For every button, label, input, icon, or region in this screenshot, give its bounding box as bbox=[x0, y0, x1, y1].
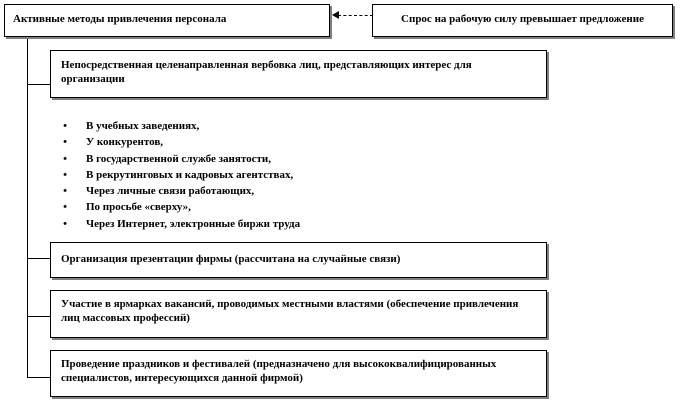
festivals-text: Проведение праздников и фестивалей (предназначено для высококвалифицированных специалистов, интересующихся данной фирмой) bbox=[61, 358, 497, 384]
bullet-icon: • bbox=[63, 152, 67, 165]
trigger-text: Спрос на рабочую силу превышает предложение bbox=[401, 13, 644, 25]
list-item: • В рекрутинговых и кадровых агентствах, bbox=[60, 167, 300, 183]
connector-direct bbox=[27, 84, 50, 85]
bullet-icon: • bbox=[63, 217, 67, 230]
direct-recruitment-box bbox=[50, 50, 547, 98]
bullet-icon: • bbox=[63, 185, 67, 198]
list-item: • В государственной службе занятости, bbox=[60, 151, 300, 167]
list-item: • В учебных заведениях, bbox=[60, 118, 300, 134]
trunk-line bbox=[27, 39, 28, 378]
bullet-icon: • bbox=[63, 136, 67, 149]
job-fairs-text: Участие в ярмарках вакансий, проводимых местными властями (обеспечение привлечения лиц массовых профессий) bbox=[61, 298, 519, 324]
presentation-box bbox=[50, 242, 547, 278]
arrow-head-icon bbox=[332, 11, 339, 19]
festivals-box bbox=[50, 350, 547, 397]
list-item: • По просьбе «сверху», bbox=[60, 199, 300, 215]
connector-fairs bbox=[27, 316, 50, 317]
arrow-line bbox=[338, 15, 373, 16]
trigger-box bbox=[372, 4, 673, 37]
list-item: • Через Интернет, электронные биржи труда bbox=[60, 216, 300, 232]
title-text: Активные методы привлечения персонала bbox=[13, 13, 227, 25]
recruitment-channels-list bbox=[60, 118, 300, 232]
presentation-text: Организация презентации фирмы (рассчитана на случайные связи) bbox=[61, 253, 401, 265]
title-box bbox=[4, 4, 330, 37]
bullet-icon: • bbox=[63, 120, 67, 132]
direct-recruitment-text: Непосредственная целенаправленная вербовка лиц, представляющих интерес для организации bbox=[61, 59, 472, 85]
list-item: • Через личные связи работающих, bbox=[60, 183, 300, 199]
bullet-icon: • bbox=[63, 201, 67, 214]
connector-presentation bbox=[27, 258, 50, 259]
list-item: • У конкурентов, bbox=[60, 134, 300, 150]
bullet-icon: • bbox=[63, 168, 67, 181]
connector-holidays bbox=[27, 377, 50, 378]
job-fairs-box bbox=[50, 290, 547, 338]
